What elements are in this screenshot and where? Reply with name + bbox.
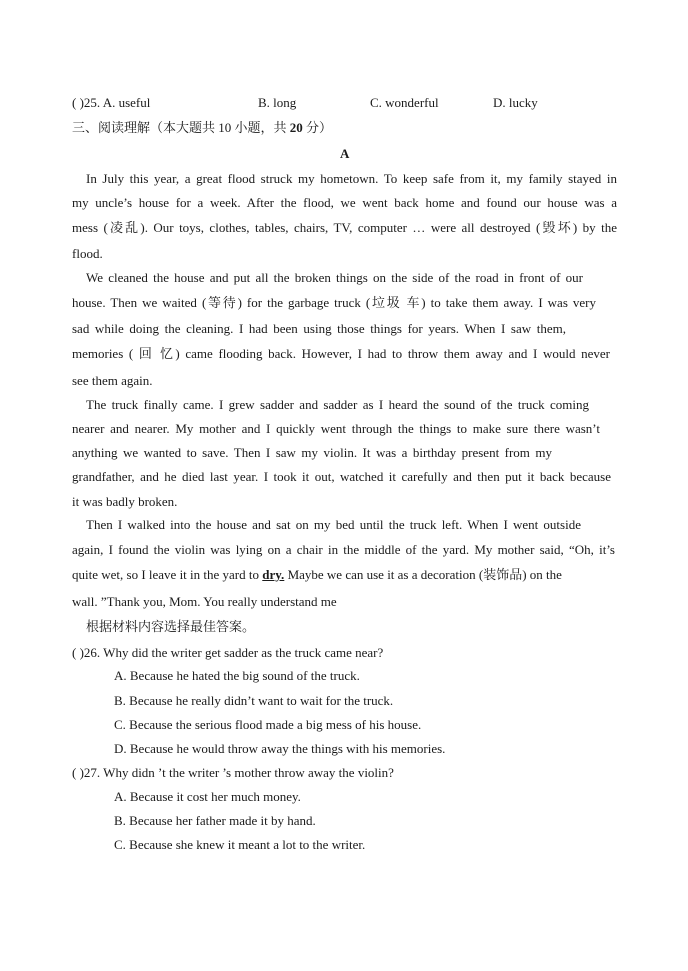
passage-line: grandfather, and he died last year. I took it out, watched it carefully and then put it back because (72, 469, 611, 484)
passage-line: wall. ”Thank you, Mom. You really understand me (72, 594, 337, 609)
passage-line: Then I walked into the house and sat on my bed until the truck left. When I went outside (86, 517, 581, 532)
question-27-stem: ( )27. Why didn ’t the writer ’s mother throw away the violin? (72, 765, 394, 780)
section-score: 20 (289, 120, 303, 135)
q25-option-c: C. wonderful (370, 95, 439, 110)
q27-option-c: C. Because she knew it meant a lot to the writer. (114, 837, 366, 852)
q26-option-c: C. Because the serious flood made a big mess of his house. (114, 717, 422, 732)
q25-option-b: B. long (258, 95, 297, 110)
q25-option-d: D. lucky (493, 95, 538, 110)
passage-line: The truck finally came. I grew sadder and sadder as I heard the sound of the truck coming (86, 397, 589, 412)
question-26-stem: ( )26. Why did the writer get sadder as the truck came near? (72, 645, 384, 660)
underlined-word: dry. (262, 567, 285, 582)
passage-line: In July this year, a great flood struck my hometown. To keep safe from it, my family stayed in (86, 171, 617, 186)
q27-option-b: B. Because her father made it by hand. (114, 813, 316, 828)
passage-line: memories ( 回 忆) came flooding back. However, I had to throw them away and I would never (72, 346, 610, 361)
passage-line (72, 567, 562, 583)
passage-line: house. Then we waited (等待) for the garbage truck (垃圾 车) to take them away. I was very (72, 295, 596, 310)
section-title (72, 120, 332, 136)
instruction: 根据材料内容选择最佳答案。 (86, 619, 256, 634)
q25-option-a: ( )25. A. useful (72, 95, 151, 110)
passage-line: We cleaned the house and put all the broken things on the side of the road in front of our (86, 270, 583, 285)
q26-option-b: B. Because he really didn’t want to wait for the truck. (114, 693, 394, 708)
passage-line: anything we wanted to save. Then I saw my violin. It was a birthday present from my (72, 445, 552, 460)
passage-line: flood. (72, 246, 103, 261)
passage-line: sad while doing the cleaning. I had been using those things for years. When I saw them, (72, 321, 566, 336)
passage-line: it was badly broken. (72, 494, 178, 509)
passage-line: mess (凌乱). Our toys, clothes, tables, chairs, TV, computer … were all destroyed (毁坏) by the (72, 220, 617, 235)
q26-option-d: D. Because he would throw away the things with his memories. (114, 741, 446, 756)
passage-text: quite wet, so I leave it in the yard to (72, 567, 263, 582)
q26-option-a: A. Because he hated the big sound of the truck. (114, 668, 360, 683)
passage-line: again, I found the violin was lying on a chair in the middle of the yard. My mother said, “Oh, it’s (72, 542, 615, 557)
passage-text: Maybe we can use it as a decoration (装饰品) on the (284, 567, 562, 582)
section-title-tail: 分） (302, 120, 333, 135)
question-25-row (72, 95, 632, 111)
passage-line: nearer and nearer. My mother and I quickly went through the things to make sure there wasn’t (72, 421, 600, 436)
passage-line: my uncle’s house for a week. After the flood, we went back home and found our house was a (72, 195, 617, 210)
q27-option-a: A. Because it cost her much money. (114, 789, 301, 804)
passage-heading: A (340, 146, 350, 161)
passage-line: see them again. (72, 373, 153, 388)
section-title-text: 三、阅读理解（本大题共 10 小题，共 (72, 120, 290, 135)
